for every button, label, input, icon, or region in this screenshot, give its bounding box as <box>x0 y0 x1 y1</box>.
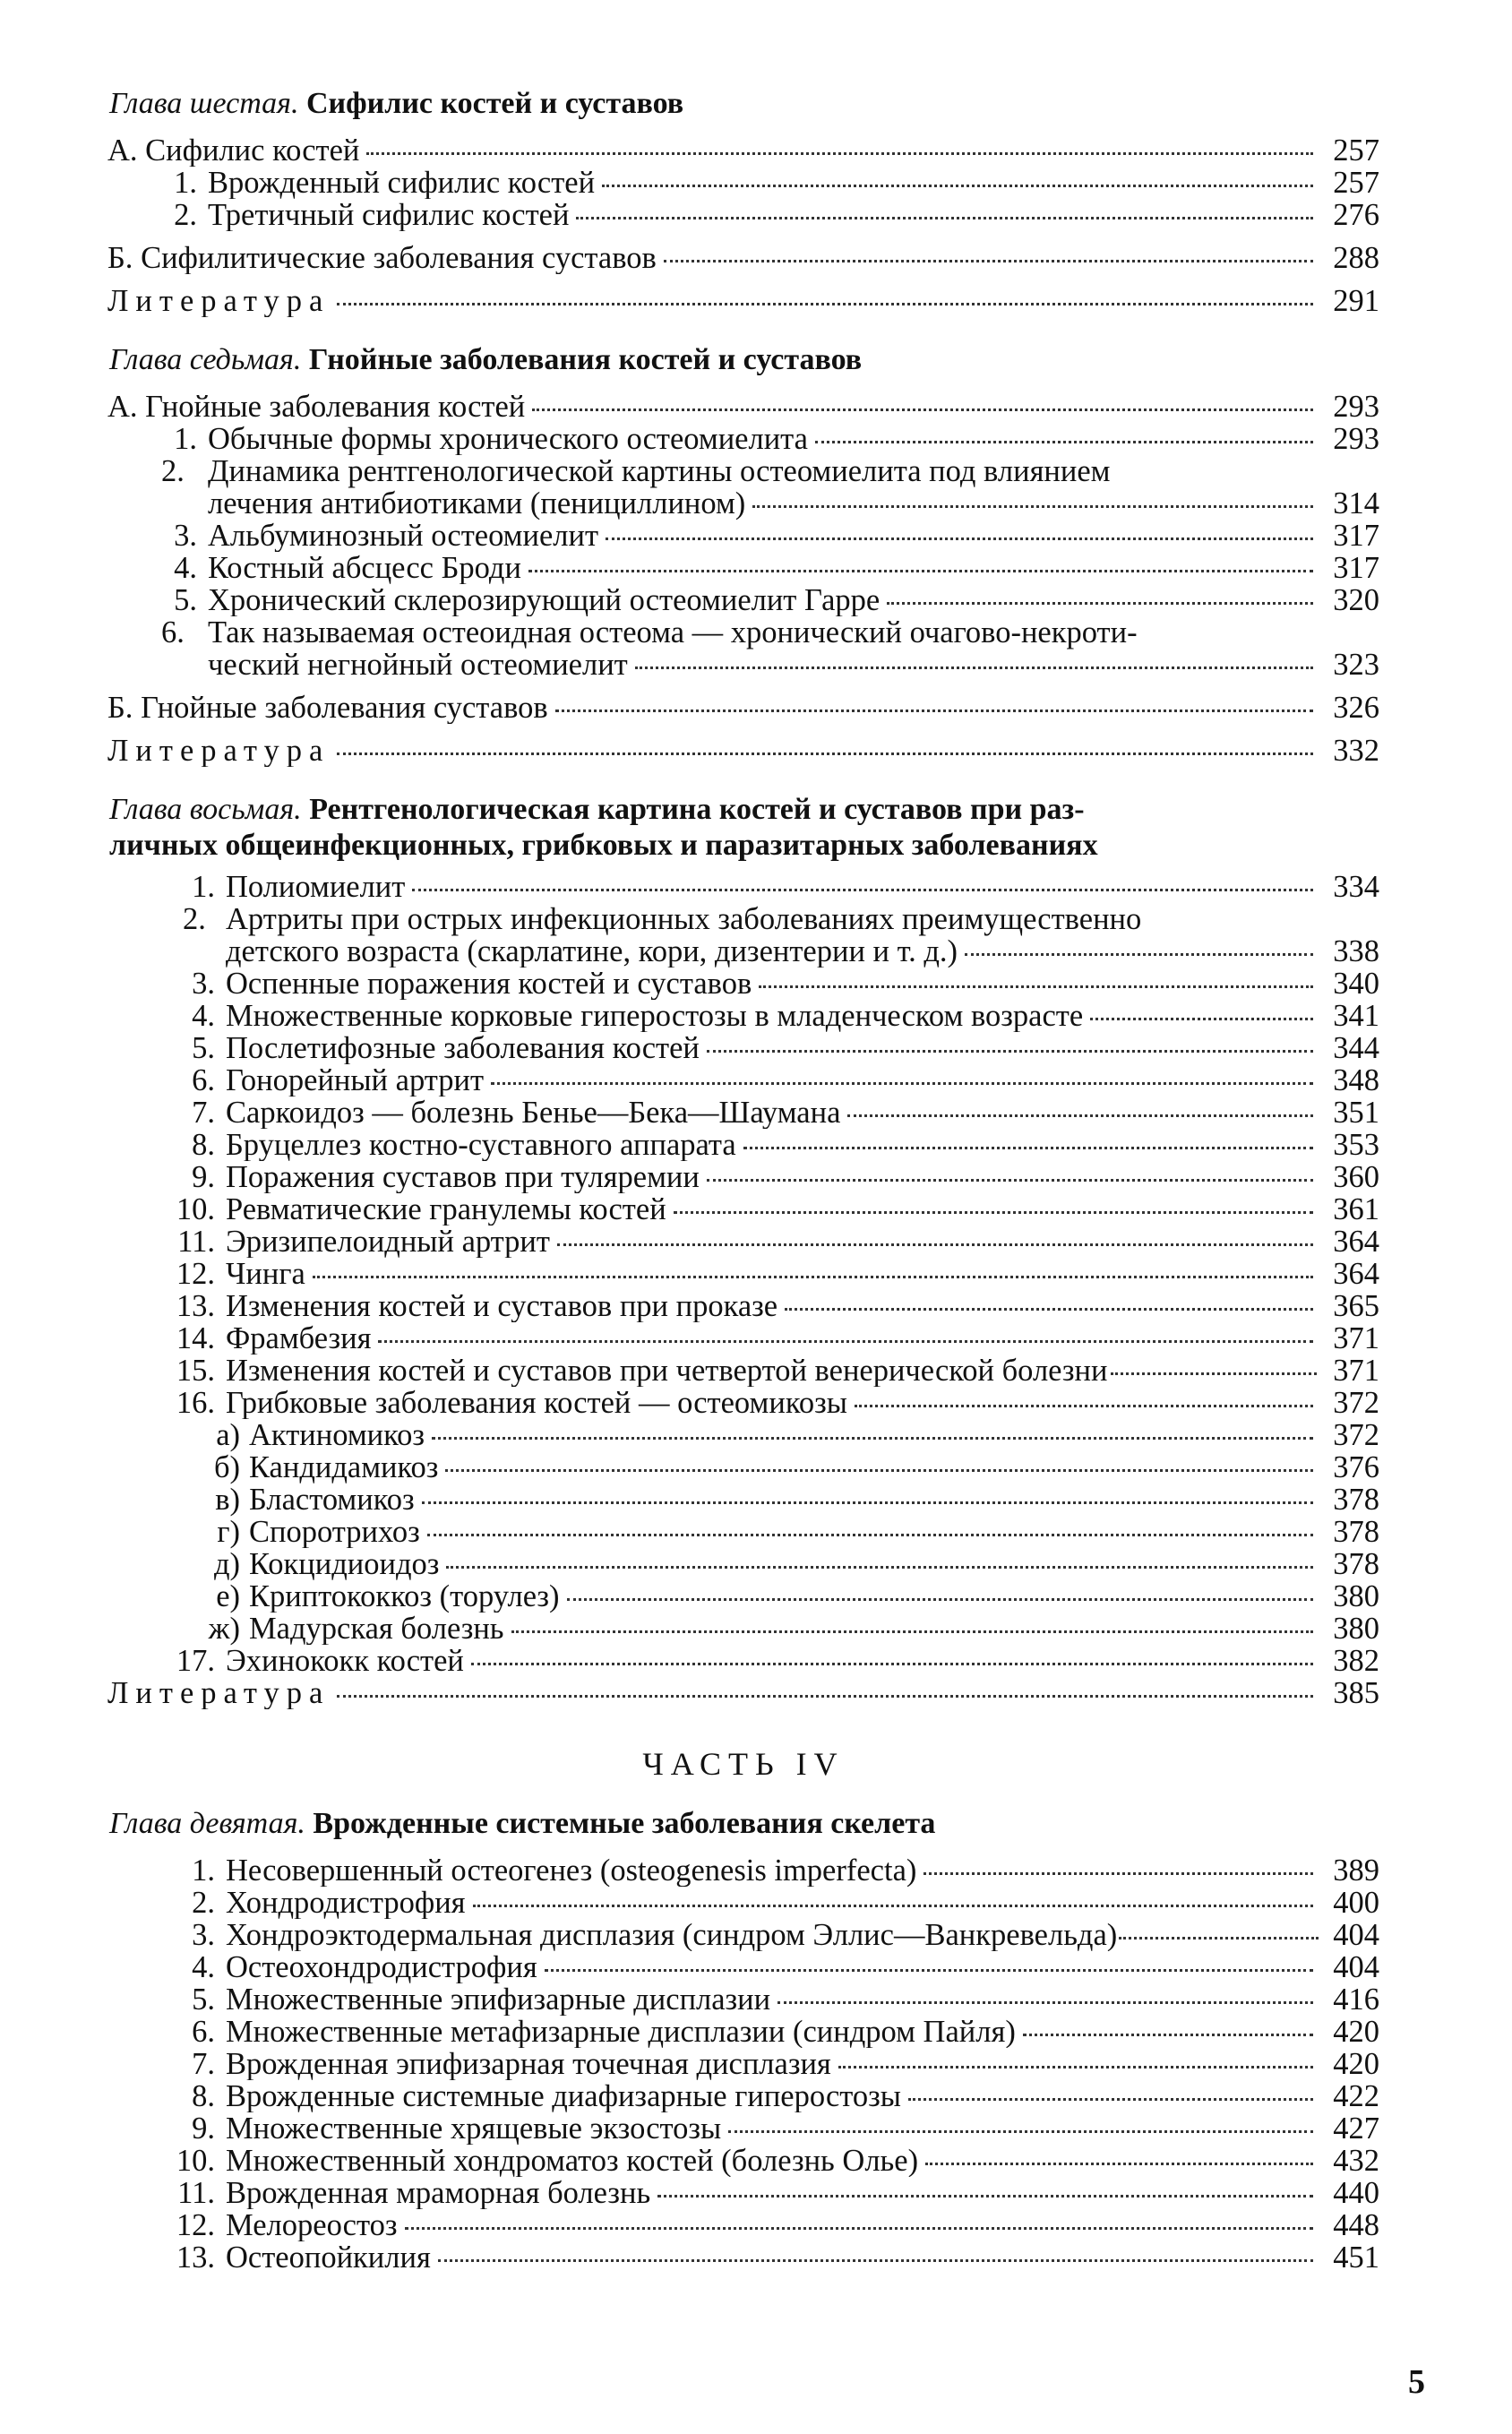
toc-entry[interactable]: 6. Множественные метафизарные дисплазии (синдром Пайля) 420 <box>192 2015 1379 2049</box>
toc-entry[interactable]: 9. Множественные хрящевые экзостозы 427 <box>192 2111 1379 2146</box>
toc-entry[interactable]: Б. Гнойные заболевания суставов 326 <box>107 691 1379 725</box>
toc-literature[interactable]: Литература 291 <box>107 284 1379 318</box>
chapter-nine <box>107 1806 1379 2274</box>
toc-entry[interactable]: 5. Послетифозные заболевания костей 344 <box>192 1031 1379 1065</box>
toc-entry[interactable]: 7. Врожденная эпифизарная точечная дисплазия 420 <box>192 2047 1379 2081</box>
toc-entry[interactable]: 14. Фрамбезия 371 <box>176 1321 1379 1355</box>
toc-entry[interactable]: 12. Чинга 364 <box>176 1257 1379 1291</box>
toc-entry[interactable]: 5. Хронический склерозирующий остеомиелит Гарре 320 <box>174 583 1379 617</box>
toc-entry[interactable]: Б. Сифилитические заболевания суставов 288 <box>107 241 1379 275</box>
toc-entry[interactable]: 11. Эризипелоидный артрит 364 <box>177 1225 1379 1259</box>
chapter-heading: Глава шестая. Сифилис костей и суставов <box>109 87 684 120</box>
toc-entry[interactable]: 6. Гонорейный артрит 348 <box>192 1063 1379 1097</box>
chapter-six <box>107 86 1379 317</box>
toc-subentry[interactable]: б) Кандидамикоз 376 <box>213 1450 1379 1484</box>
toc-subentry[interactable]: ж) Мадурская болезнь 380 <box>208 1612 1379 1646</box>
toc-entry[interactable]: 13. Остеопойкилия 451 <box>176 2240 1379 2275</box>
chapter-heading-line2: личных общеинфекционных, грибковых и паразитарных заболеваниях <box>109 829 1098 862</box>
table-of-contents <box>107 86 1379 2299</box>
toc-entry[interactable]: 3. Альбуминозный остеомиелит 317 <box>174 519 1379 553</box>
toc-entry[interactable]: 16. Грибковые заболевания костей — остеомикозы 372 <box>176 1386 1379 1420</box>
chapter-eight <box>107 792 1379 1709</box>
toc-entry-first-line: 2. Динамика рентгенологической картины остеомиелита под влиянием <box>161 454 1111 488</box>
page-number: 5 <box>1408 2363 1425 2401</box>
chapter-heading: Глава девятая. Врожденные системные заболевания скелета <box>109 1807 936 1840</box>
toc-entry[interactable]: 4. Костный абсцесс Броди 317 <box>174 551 1379 585</box>
part-title: ЧАСТЬ IV <box>642 1746 845 1782</box>
toc-entry[interactable]: 10. Множественный хондроматоз костей (болезнь Олье) 432 <box>176 2144 1379 2178</box>
toc-entry[interactable]: 3. Хондроэктодермальная дисплазия (синдром Эллис—Ванкревельда) 404 <box>192 1918 1379 1952</box>
toc-entry[interactable]: А. Гнойные заболевания костей 293 <box>107 390 1379 424</box>
chapter-seven <box>107 342 1379 767</box>
toc-entry[interactable]: 11. Врожденная мраморная болезнь 440 <box>177 2176 1379 2210</box>
toc-entry[interactable]: 3. Оспенные поражения костей и суставов 340 <box>192 967 1379 1001</box>
chapter-heading: Глава седьмая. Гнойные заболевания костей и суставов <box>109 343 863 376</box>
toc-entry-first-line: 6. Так называемая остеоидная остеома — хронический очагово-некроти- <box>161 615 1138 649</box>
toc-entry[interactable]: 1. Врожденный сифилис костей 257 <box>174 166 1379 200</box>
toc-entry[interactable]: 15. Изменения костей и суставов при четвертой венерической болезни 371 <box>176 1354 1379 1388</box>
toc-entry[interactable]: 4. Остеохондродистрофия 404 <box>192 1950 1379 1984</box>
toc-entry[interactable]: лечения антибиотиками (пенициллином) 314 <box>208 486 1379 520</box>
toc-subentry[interactable]: г) Споротрихоз 378 <box>217 1515 1379 1549</box>
toc-entry[interactable]: 4. Множественные корковые гиперостозы в младенческом возрасте 341 <box>192 999 1379 1033</box>
toc-entry[interactable]: 5. Множественные эпифизарные дисплазии 416 <box>192 1982 1379 2017</box>
toc-entry[interactable]: 2. Третичный сифилис костей 276 <box>174 198 1379 232</box>
toc-entry[interactable]: 1. Обычные формы хронического остеомиелита 293 <box>174 422 1379 456</box>
toc-subentry[interactable]: е) Криптококкоз (торулез) 380 <box>216 1579 1379 1613</box>
toc-entry[interactable]: 1. Полиомиелит 334 <box>192 870 1379 904</box>
toc-entry-first-line: 2. Артриты при острых инфекционных заболеваниях преимущественно <box>183 902 1142 936</box>
toc-entry[interactable]: 17. Эхинококк костей 382 <box>176 1644 1379 1678</box>
toc-literature[interactable]: Литература 332 <box>107 734 1379 768</box>
toc-subentry[interactable]: д) Кокцидиоидоз 378 <box>213 1547 1379 1581</box>
toc-entry[interactable]: детского возраста (скарлатине, кори, дизентерии и т. д.) 338 <box>226 934 1379 968</box>
toc-entry[interactable]: 8. Бруцеллез костно-суставного аппарата 353 <box>192 1128 1379 1162</box>
toc-entry[interactable]: 2. Хондродистрофия 400 <box>192 1886 1379 1920</box>
toc-entry[interactable]: А. Сифилис костей 257 <box>107 133 1379 168</box>
toc-entry[interactable]: 13. Изменения костей и суставов при проказе 365 <box>176 1289 1379 1323</box>
toc-entry[interactable]: 8. Врожденные системные диафизарные гиперостозы 422 <box>192 2079 1379 2113</box>
toc-entry[interactable]: 12. Мелореостоз 448 <box>176 2208 1379 2242</box>
toc-subentry[interactable]: а) Актиномикоз 372 <box>216 1418 1379 1452</box>
chapter-heading: Глава восьмая. Рентгенологическая картина костей и суставов при раз- личных общеинфекционных, грибковых и паразитарных заболеваниях <box>109 793 1098 862</box>
toc-entry[interactable]: 7. Саркоидоз — болезнь Бенье—Бека—Шаумана 351 <box>192 1096 1379 1130</box>
toc-entry[interactable]: ческий негнойный остеомиелит 323 <box>208 648 1379 682</box>
toc-entry[interactable]: 9. Поражения суставов при туляремии 360 <box>192 1160 1379 1194</box>
toc-entry[interactable]: 1. Несовершенный остеогенез (osteogenesis imperfecta) 389 <box>192 1853 1379 1888</box>
toc-subentry[interactable]: в) Бластомикоз 378 <box>215 1483 1379 1517</box>
toc-entry[interactable]: 10. Ревматические гранулемы костей 361 <box>176 1192 1379 1226</box>
toc-literature[interactable]: Литература 385 <box>107 1676 1379 1710</box>
